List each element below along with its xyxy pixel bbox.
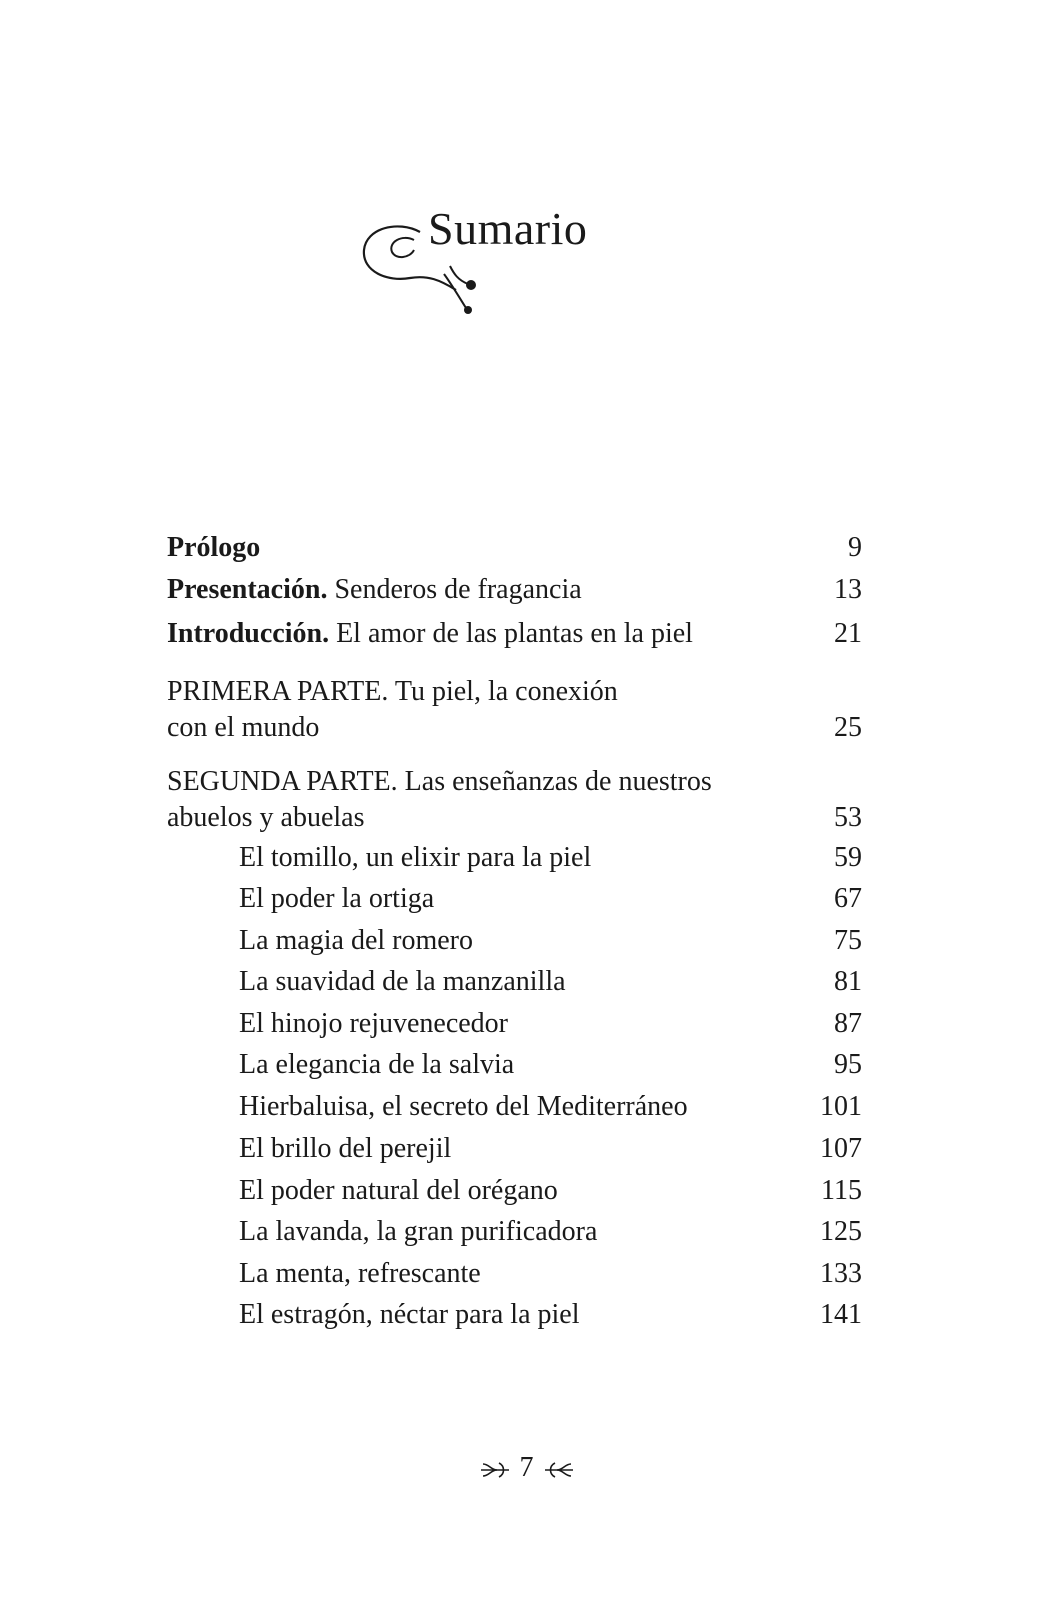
- toc-subentry-title: La magia del romero: [239, 925, 474, 956]
- toc-subentry-title: El estragón, néctar para la piel: [239, 1299, 580, 1330]
- toc-page-number: 9: [848, 532, 862, 563]
- toc-page-number: 59: [834, 842, 862, 873]
- toc-subentry-title: La elegancia de la salvia: [239, 1049, 515, 1080]
- toc-page-number: 95: [834, 1049, 862, 1080]
- page-footer: [0, 1452, 1053, 1484]
- toc-subentry: [167, 1089, 862, 1125]
- toc-page-number: 141: [820, 1299, 862, 1330]
- toc-entry-title: Introducción.: [167, 618, 330, 649]
- toc-entry-title: Presentación.: [167, 574, 328, 605]
- page-title: Sumario: [428, 203, 588, 254]
- toc-subentry: [167, 840, 862, 876]
- toc-subentry: [167, 1006, 862, 1042]
- toc-subentry: [167, 1047, 862, 1083]
- toc-page-number: 101: [820, 1091, 862, 1122]
- toc-subentry: [167, 1173, 862, 1209]
- toc-subentry-title: El poder la ortiga: [239, 883, 435, 914]
- toc-subentry-title: La suavidad de la manzanilla: [239, 966, 566, 997]
- toc-page-number: 13: [834, 574, 862, 605]
- toc-entry-title: Prólogo: [167, 532, 261, 563]
- toc-subentry: [167, 964, 862, 1000]
- fleuron-right-icon: [541, 1460, 575, 1480]
- toc-heading: [358, 200, 658, 320]
- toc-page-number: 53: [834, 802, 862, 833]
- toc-entry-prologo: [167, 530, 862, 566]
- toc-page-number: 125: [820, 1216, 862, 1247]
- toc-page-number: 75: [834, 925, 862, 956]
- toc-page-number: 87: [834, 1008, 862, 1039]
- toc-subentry-title: La menta, refrescante: [239, 1258, 481, 1289]
- toc-entry-title: PRIMERA PARTE. Tu piel, la conexión: [167, 676, 618, 707]
- toc-subentry: [167, 1131, 862, 1167]
- toc-subentry-title: El poder natural del orégano: [239, 1175, 558, 1206]
- toc-subentry-title: El brillo del perejil: [239, 1133, 452, 1164]
- toc-subentry: [167, 1297, 862, 1333]
- toc-entry-subtitle: Senderos de fragancia: [327, 574, 582, 605]
- toc-entry-subtitle: El amor de las plantas en la piel: [329, 618, 693, 649]
- toc-entry-title: SEGUNDA PARTE. Las enseñanzas de nuestros: [167, 766, 712, 797]
- toc-entry-introduccion: [167, 616, 862, 652]
- toc-page-number: 115: [821, 1175, 862, 1206]
- toc-page-number: 81: [834, 966, 862, 997]
- fleuron-left-icon: [479, 1460, 513, 1480]
- toc-subentry-title: El hinojo rejuvenecedor: [239, 1008, 509, 1039]
- toc-entry-continuation: abuelos y abuelas: [167, 802, 365, 833]
- toc-subentry: [167, 1214, 862, 1250]
- toc-page-number: 21: [834, 618, 862, 649]
- toc-entry-presentacion: [167, 572, 862, 608]
- toc-subentry-title: El tomillo, un elixir para la piel: [239, 842, 592, 873]
- toc-page-number: 25: [834, 712, 862, 743]
- toc-page-number: 133: [820, 1258, 862, 1289]
- page-number: 7: [519, 1452, 534, 1483]
- toc-subentry-title: Hierbaluisa, el secreto del Mediterráneo: [239, 1091, 688, 1122]
- toc-entry-continuation: con el mundo: [167, 712, 320, 743]
- toc-subentry: [167, 881, 862, 917]
- toc-entry-segunda-parte: [167, 764, 862, 836]
- toc-subentry: [167, 1256, 862, 1292]
- toc-entry-primera-parte: [167, 674, 862, 746]
- toc-page-number: 107: [820, 1133, 862, 1164]
- toc-subentry: [167, 923, 862, 959]
- toc-page-number: 67: [834, 883, 862, 914]
- toc-subentry-title: La lavanda, la gran purificadora: [239, 1216, 598, 1247]
